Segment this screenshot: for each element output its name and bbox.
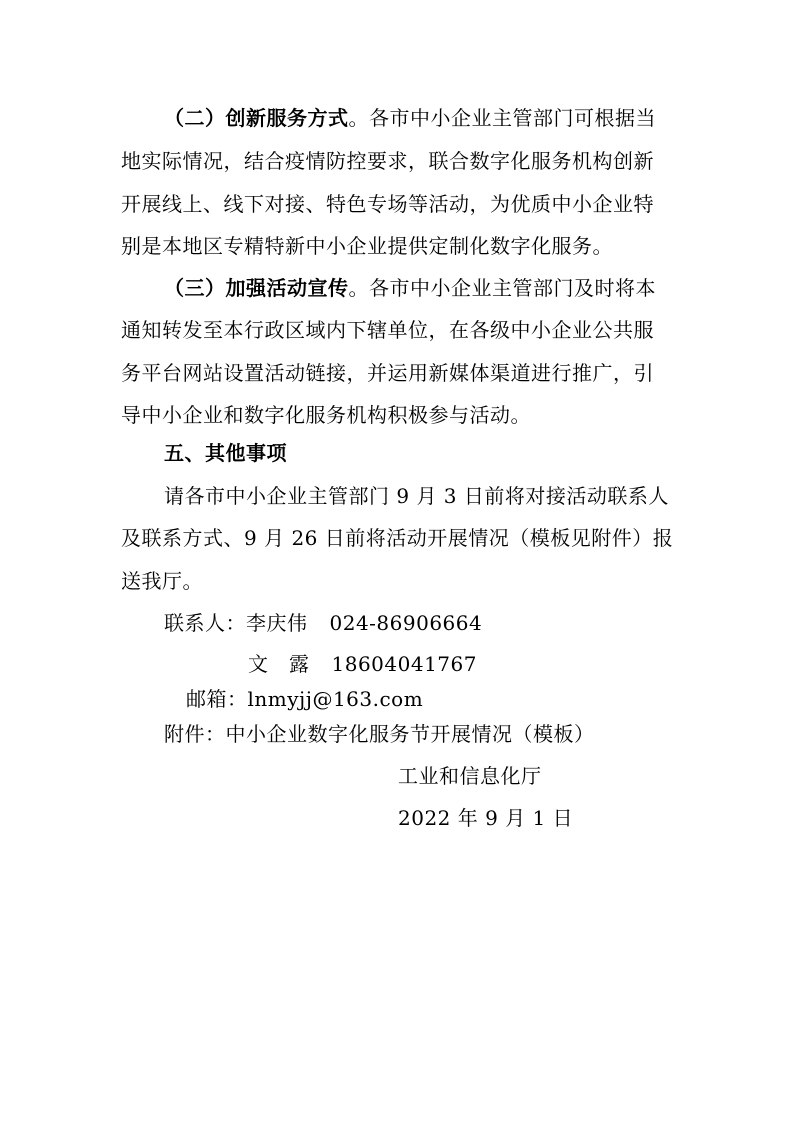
signature-org: 工业和信息化厅 (398, 764, 542, 788)
email-label: 邮箱： (186, 687, 248, 711)
section3-heading: （三）加强活动宣传 (164, 276, 349, 300)
section2-line3: 开展线上、线下对接、特色专场等活动，为优质中小企业特 (121, 192, 654, 216)
attachment-title: 中小企业数字化服务节开展情况（模板） (225, 722, 595, 746)
contact-person1-phone: 024-86906664 (329, 611, 483, 635)
section5-line3: 送我厅。 (121, 569, 203, 593)
contact-label: 联系人： (164, 611, 246, 635)
signature-date: 2022 年 9 月 1 日 (398, 806, 574, 830)
section2-line1-text: 。各市中小企业主管部门可根据当 (348, 106, 656, 130)
section3-line4: 导中小企业和数字化服务机构积极参与活动。 (121, 403, 531, 427)
contact-line2 (248, 652, 477, 676)
section2-heading: （二）创新服务方式 (164, 106, 349, 130)
section2-line2: 地实际情况，结合疫情防控要求，联合数字化服务机构创新 (121, 149, 654, 173)
contact-email-line (186, 687, 423, 711)
section5-heading: 五、其他事项 (164, 441, 287, 465)
section5-line2: 及联系方式、9 月 26 日前将活动开展情况（模板见附件）报 (121, 526, 674, 550)
attachment-label: 附件： (164, 722, 226, 746)
section3-line2: 通知转发至本行政区域内下辖单位，在各级中小企业公共服 (121, 318, 654, 342)
section2-line4: 别是本地区专精特新中小企业提供定制化数字化服务。 (121, 234, 613, 258)
attachment-line (164, 722, 595, 746)
contact-person2-name: 文 露 (248, 652, 310, 676)
contact-person2-phone: 18604041767 (331, 652, 477, 676)
email-address: lnmyjj@163.com (247, 687, 424, 711)
section3-line1 (164, 276, 656, 300)
contact-line1 (164, 611, 482, 635)
section3-line1-text: 。各市中小企业主管部门及时将本 (348, 276, 656, 300)
contact-person1-name: 李庆伟 (246, 611, 308, 635)
section2-line1 (164, 106, 660, 130)
section5-line1: 请各市中小企业主管部门 9 月 3 日前将对接活动联系人 (164, 484, 669, 508)
section3-line3: 务平台网站设置活动链接，并运用新媒体渠道进行推广，引 (121, 361, 654, 385)
